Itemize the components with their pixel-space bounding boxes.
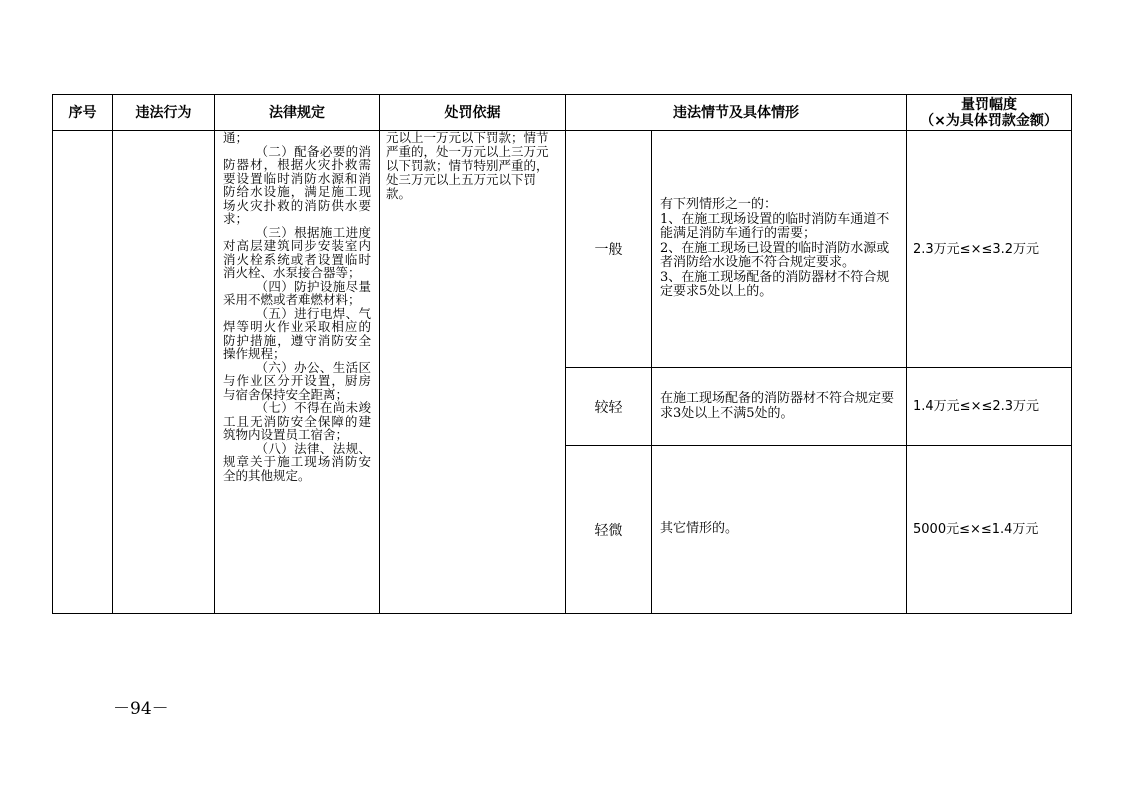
header-circumstance: 违法情节及具体情形 bbox=[566, 95, 907, 131]
circumstance-line: 在施工现场配备的消防器材不符合规定要求3处以上不满5处的。 bbox=[660, 391, 895, 421]
table-header-row bbox=[53, 95, 1072, 131]
header-basis: 处罚依据 bbox=[380, 95, 566, 131]
header-law: 法律规定 bbox=[215, 95, 380, 131]
law-line: 通； bbox=[223, 130, 249, 145]
circumstance-general bbox=[652, 131, 907, 368]
law-line: （八）法律、法规、规章关于施工现场消防安全的其他规定。 bbox=[223, 440, 371, 483]
level-slight: 轻微 bbox=[566, 446, 652, 614]
circumstance-line: 1、在施工现场设置的临时消防车通道不能满足消防车通行的需要； bbox=[660, 211, 890, 242]
circumstance-slight bbox=[652, 446, 907, 614]
circumstance-line: 2、在施工现场已设置的临时消防水源或者消防给水设施不符合规定要求。 bbox=[660, 240, 890, 271]
amount-slight: 5000元≤×≤1.4万元 bbox=[907, 446, 1072, 614]
header-range-line2: （×为具体罚款金额） bbox=[920, 112, 1058, 129]
cell-law bbox=[215, 131, 380, 614]
level-minor: 较轻 bbox=[566, 368, 652, 446]
law-line: （五）进行电焊、气焊等明火作业采取相应的防护措施，遵守消防安全操作规程； bbox=[223, 305, 371, 361]
amount-general: 2.3万元≤×≤3.2万元 bbox=[907, 131, 1072, 368]
penalty-table bbox=[52, 94, 1072, 614]
header-range bbox=[907, 95, 1072, 131]
header-range-line1: 量罚幅度 bbox=[961, 96, 1017, 113]
cell-basis: 元以上一万元以下罚款；情节严重的，处一万元以上三万元以下罚款；情节特别严重的，处三万元以上五万元以下罚款。 bbox=[380, 131, 566, 614]
circumstance-line: 3、在施工现场配备的消防器材不符合规定要求5处以上的。 bbox=[660, 269, 890, 300]
page-number: －94－ bbox=[113, 699, 169, 719]
header-violation: 违法行为 bbox=[113, 95, 215, 131]
circumstance-line: 有下列情形之一的： bbox=[660, 197, 778, 213]
cell-violation bbox=[113, 131, 215, 614]
law-line: （六）办公、生活区与作业区分开设置，厨房与宿舍保持安全距离； bbox=[223, 359, 371, 402]
header-index: 序号 bbox=[53, 95, 113, 131]
cell-index bbox=[53, 131, 113, 614]
circumstance-line: 其它情形的。 bbox=[660, 521, 739, 537]
amount-minor: 1.4万元≤×≤2.3万元 bbox=[907, 368, 1072, 446]
circumstance-minor bbox=[652, 368, 907, 446]
law-line: （二）配备必要的消防器材，根据火灾扑救需要设置临时消防水源和消防给水设施，满足施工现场火灾扑救的消防供水要求； bbox=[223, 143, 371, 226]
law-line: （三）根据施工进度对高层建筑同步安装室内消火栓系统或者设置临时消火栓、水泵接合器等； bbox=[223, 224, 371, 280]
level-general: 一般 bbox=[566, 131, 652, 368]
table-row-general bbox=[53, 131, 1072, 368]
law-line: （七）不得在尚未竣工且无消防安全保障的建筑物内设置员工宿舍； bbox=[223, 400, 371, 442]
law-line: （四）防护设施尽量采用不燃或者难燃材料； bbox=[223, 278, 371, 307]
